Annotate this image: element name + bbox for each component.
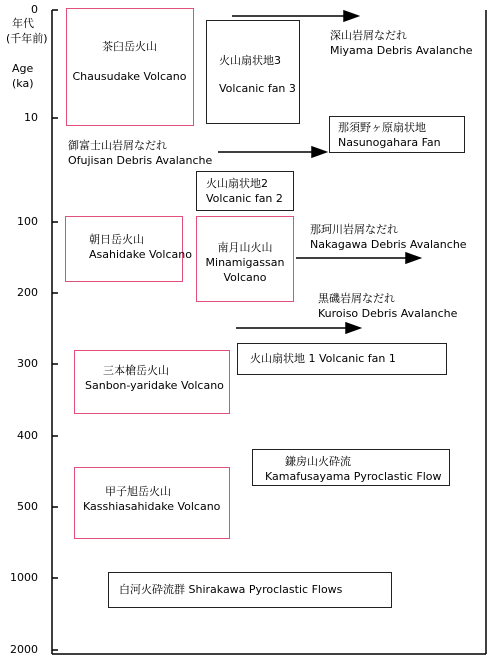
asahidake-volcano-box bbox=[65, 216, 192, 282]
tick-label: 100 bbox=[17, 215, 38, 228]
nasunogahara-en: Nasunogahara Fan bbox=[338, 136, 441, 149]
nasunogahara-fan-box bbox=[329, 116, 465, 153]
shirakawa-text: 白河火砕流群 Shirakawa Pyroclastic Flows bbox=[119, 583, 343, 596]
sanbon-en: Sanbon-yaridake Volcano bbox=[85, 379, 224, 392]
ofujisan-en: Ofujisan Debris Avalanche bbox=[68, 154, 213, 167]
kamafusayama-ja: 鎌房山火砕流 bbox=[285, 455, 351, 468]
kuroiso-en: Kuroiso Debris Avalanche bbox=[318, 307, 458, 320]
tick-label: 10 bbox=[24, 111, 38, 124]
chausudake-en: Chausudake Volcano bbox=[72, 70, 187, 83]
fan1-text: 火山扇状地 1 Volcanic fan 1 bbox=[250, 352, 396, 365]
kamafusayama-box bbox=[252, 449, 450, 486]
minamigassan-en1: Minamigassan bbox=[205, 256, 285, 269]
tick-label: 2000 bbox=[10, 643, 38, 656]
nakagawa-en: Nakagawa Debris Avalanche bbox=[310, 238, 467, 251]
chausudake-volcano-box bbox=[66, 8, 194, 126]
kasshiasahidake-volcano-box bbox=[74, 467, 230, 539]
axis-ticks bbox=[52, 10, 58, 650]
ofujisan-ja: 御富士山岩屑なだれ bbox=[68, 139, 167, 152]
chausudake-ja: 茶臼岳火山 bbox=[102, 40, 157, 53]
miyama-en: Miyama Debris Avalanche bbox=[330, 44, 473, 57]
axis-title-ja-unit: (千年前) bbox=[6, 32, 48, 45]
minamigassan-ja: 南月山火山 bbox=[217, 241, 273, 254]
volcanic-fan-1-box bbox=[237, 343, 447, 375]
kasshiasahidake-en: Kasshiasahidake Volcano bbox=[83, 500, 221, 513]
nasunogahara-ja: 那須野ヶ原扇状地 bbox=[338, 121, 426, 134]
tick-label: 1000 bbox=[10, 571, 38, 584]
axis-title-ja: 年代 bbox=[12, 17, 34, 30]
asahidake-en: Asahidake Volcano bbox=[89, 248, 192, 261]
kasshiasahidake-ja: 甲子旭岳火山 bbox=[105, 485, 171, 498]
tick-label: 500 bbox=[17, 500, 38, 513]
tick-label: 200 bbox=[17, 286, 38, 299]
asahidake-ja: 朝日岳火山 bbox=[89, 233, 144, 246]
sanbon-ja: 三本槍岳火山 bbox=[103, 364, 169, 377]
miyama-ja: 深山岩屑なだれ bbox=[330, 29, 407, 42]
tick-label: 300 bbox=[17, 357, 38, 370]
kamafusayama-en: Kamafusayama Pyroclastic Flow bbox=[265, 470, 442, 483]
tick-label: 400 bbox=[17, 429, 38, 442]
volcanic-fan-2-box bbox=[196, 171, 294, 211]
kuroiso-ja: 黒磯岩屑なだれ bbox=[318, 292, 395, 305]
axis-title-en-unit: (ka) bbox=[12, 77, 34, 90]
minamigassan-en2: Volcano bbox=[223, 271, 267, 284]
tick-label: 0 bbox=[31, 3, 38, 16]
shirakawa-box bbox=[108, 572, 392, 608]
sanbon-yaridake-volcano-box bbox=[74, 350, 230, 414]
axis-title-en: Age bbox=[12, 62, 34, 75]
volcanic-fan-3-box bbox=[206, 20, 300, 124]
nakagawa-ja: 那珂川岩屑なだれ bbox=[310, 223, 398, 236]
fan3-en: Volcanic fan 3 bbox=[219, 82, 296, 95]
fan2-ja: 火山扇状地2 bbox=[206, 177, 268, 190]
fan2-en: Volcanic fan 2 bbox=[206, 192, 283, 205]
fan3-ja: 火山扇状地3 bbox=[219, 54, 281, 67]
minamigassan-volcano-box bbox=[196, 216, 294, 302]
